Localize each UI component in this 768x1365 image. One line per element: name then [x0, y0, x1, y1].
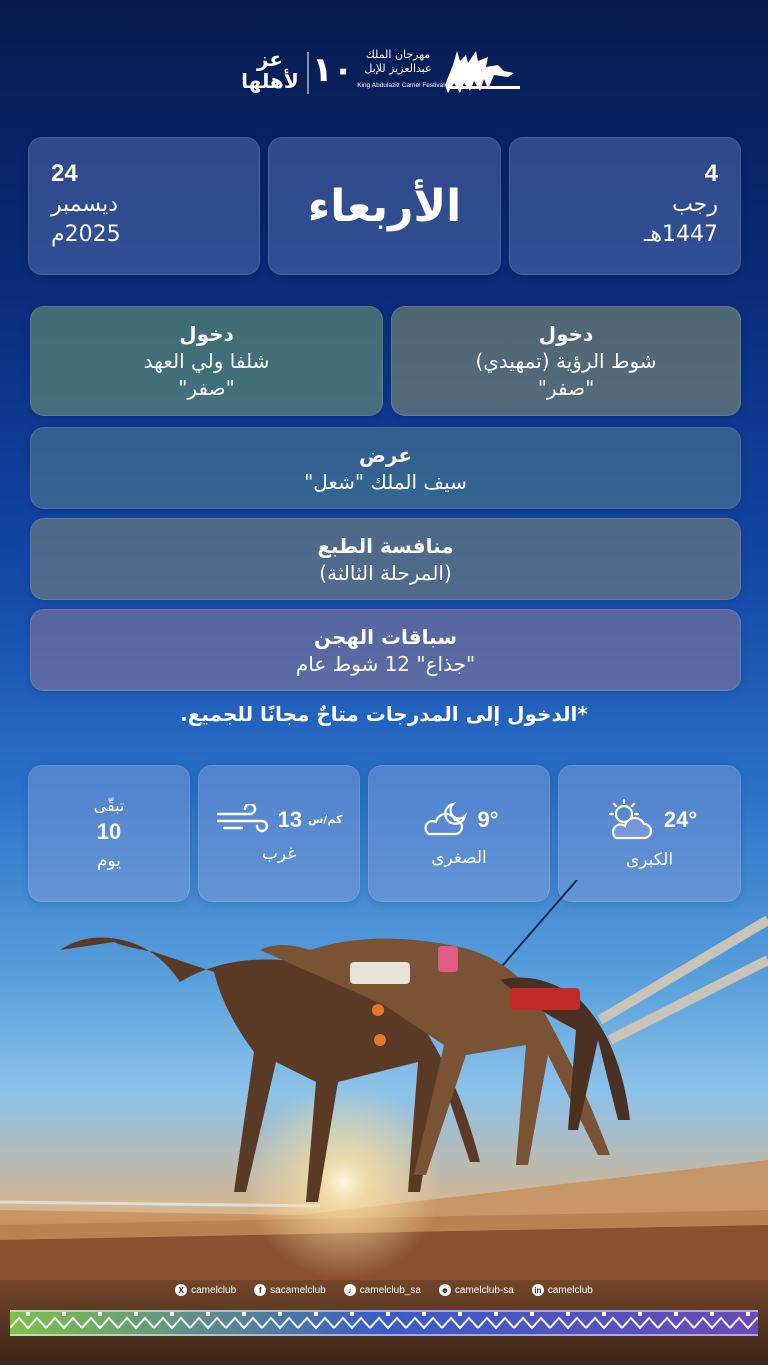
weekday-card [268, 137, 501, 275]
social-handle: camelclub [191, 1284, 237, 1296]
event-line: شوط الرؤية (تمهيدي) [475, 349, 657, 373]
social-linkedin[interactable] [532, 1284, 593, 1296]
snapchat-icon: ☻ [440, 1285, 450, 1295]
event-heading: دخول [538, 322, 594, 346]
low-temp-label: الصغرى [431, 847, 487, 868]
countdown-label: يوم [96, 851, 122, 871]
event-line: "جذاع" 12 شوط عام [295, 651, 476, 676]
high-temp-label: الكبرى [625, 849, 674, 870]
low-temp: 9° [477, 806, 499, 832]
moon-cloud-icon [419, 800, 471, 840]
social-handle: camelclub_sa [359, 1284, 421, 1296]
event-competition [30, 518, 741, 600]
festival-name-ar: مهرجان الملك عبدالعزيز للإبل [364, 48, 432, 75]
event-line: سيف الملك "شعل" [304, 469, 467, 494]
social-facebook[interactable] [254, 1284, 326, 1296]
event-entry-vision-round [391, 306, 741, 416]
weekday: الأربعاء [307, 180, 462, 232]
slogan-text: عز لأهلها [241, 47, 299, 93]
free-entry-notice: *الدخول إلى المدرجات متاحٌ مجانًا للجميع. [180, 702, 588, 726]
hijri-day: 4 [704, 160, 718, 187]
social-tiktok[interactable] [344, 1284, 421, 1296]
track-rail [600, 920, 768, 1040]
event-line: شلفا ولي العهد [143, 349, 270, 373]
event-line: "صفر" [178, 376, 235, 400]
countdown-value: 10 [96, 819, 122, 844]
wind-unit: كم/س [308, 813, 343, 826]
festival-name-en: King Abdulaziz Camel Festival [357, 82, 445, 89]
gregorian-date-card [28, 137, 260, 275]
event-show [30, 427, 741, 509]
event-races [30, 609, 741, 691]
high-temp: 24° [663, 806, 698, 832]
sadu-pattern-band [10, 1310, 758, 1336]
social-links [0, 1280, 768, 1300]
tiktok-icon: ♪ [344, 1284, 356, 1296]
camel-race-photo [0, 880, 768, 1280]
hijri-month: رجب [672, 192, 718, 217]
wind-speed: 13 [277, 806, 303, 832]
hijri-date-card [509, 137, 741, 275]
gregorian-month: ديسمبر [51, 192, 119, 217]
social-handle: camelclub-sa [454, 1284, 514, 1296]
gregorian-year: 2025م [51, 222, 121, 247]
linkedin-icon: in [532, 1284, 544, 1296]
event-line: "صفر" [537, 376, 595, 400]
event-heading: سباقات الهجن [314, 624, 457, 649]
edition-number: ١٠ [312, 50, 354, 90]
hijri-year: 1447هـ [643, 222, 718, 247]
event-heading: منافسة الطبع [317, 533, 454, 558]
facebook-icon: f [254, 1284, 266, 1296]
event-heading: دخول [179, 322, 234, 346]
social-x[interactable] [175, 1284, 236, 1296]
social-snapchat[interactable] [439, 1284, 514, 1296]
wire [490, 880, 768, 980]
sun-cloud-icon [602, 798, 658, 842]
social-handle: sacamelclub [270, 1284, 326, 1296]
wind-icon [216, 804, 272, 836]
event-heading: عرض [359, 442, 413, 467]
countdown-prefix: تبقّى [93, 796, 125, 815]
festival-logo [230, 30, 540, 110]
gregorian-day: 24 [51, 160, 78, 187]
x-icon: X [175, 1284, 187, 1296]
social-handle: camelclub [547, 1284, 593, 1296]
wind-direction: غرب [261, 843, 297, 864]
event-line: (المرحلة الثالثة) [319, 560, 452, 585]
event-entry-crown-prince [30, 306, 383, 416]
